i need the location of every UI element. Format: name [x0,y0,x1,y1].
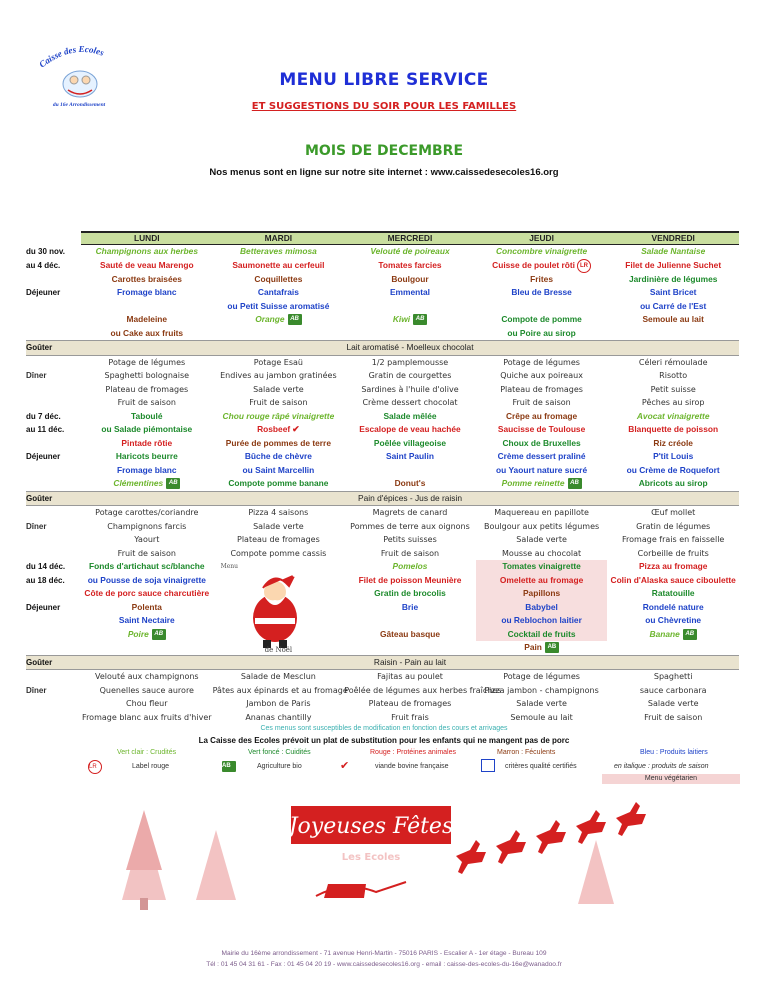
gouter-item: Lait aromatisé - Moelleux chocolat [81,341,739,356]
menu-item: Bleu de Bresse [511,287,572,297]
menu-item: Fruit de saison [117,548,176,558]
table-row [26,355,739,369]
date-end: au 11 déc. [26,425,65,434]
menu-item: ou Salade piémontaise [101,424,193,434]
menu-item: Boulgour [391,273,429,284]
organic-icon: AB [152,629,166,640]
organic-icon: AB [683,629,697,640]
logo-text: Caisse des Ecoles [37,43,106,70]
menu-item: Yaourt [134,535,160,544]
menu-item: Plateau de fromages [237,535,320,544]
table-row [26,423,739,437]
menu-item: Fajitas au poulet [377,672,443,681]
table-row [26,547,739,561]
meal-label: Déjeuner [26,602,61,612]
menu-item: Saucisse de Toulouse [497,424,586,434]
menu-item: Petits suisses [383,535,437,544]
menu-item: Gratin de légumes [636,521,711,531]
menu-item: Tomates vinaigrette [476,560,608,574]
menu-item: Polenta [131,601,162,612]
table-row [26,410,739,424]
menu-item: Fonds d'artichaut sc/blanche [89,561,205,571]
menu-item: Kiwi AB [344,313,476,327]
menu-item: Filet de Julienne Suchet [625,259,722,270]
menu-item: Betteraves mimosa [239,246,317,256]
menu-item: Cantafrais [257,287,299,297]
menu-item: Bûche de chèvre [244,451,312,461]
menu-item: Semoule au lait [642,314,704,324]
logo-sub: du 16e Arrondissement [52,102,106,108]
menu-item: Salade Nantaise [641,246,706,256]
menu-item: Salade verte [516,535,567,544]
menu-item: Ananas chantilly [245,712,312,722]
label-rouge-icon: LR [88,760,102,774]
menu-item: Riz créole [653,437,693,448]
menu-item: Pintade rôtie [121,437,173,448]
menu-item: Spaghetti bolognaise [104,371,190,380]
menu-item: Crêpe au fromage [505,410,578,421]
table-row [26,697,739,711]
holiday-banner [116,800,680,914]
table-row [26,313,739,327]
table-row [26,327,739,341]
menu-item: Fruit de saison [380,548,440,558]
menu-item: Mousse au chocolat [502,548,582,558]
menu-item: Madeleine [126,314,168,324]
meal-label: Goûter [26,655,81,670]
legend-brown: Marron : Féculents [497,749,556,756]
menu-item: Salade mêlée [383,410,437,421]
legend-label-rouge: Label rouge [132,763,169,770]
menu-item: Quenelles sauce aurore [99,685,194,695]
table-row [26,245,739,259]
menu-item: Chou rouge râpé vinaigrette [222,410,335,421]
menu-item: Avocat vinaigrette [636,410,710,421]
month-title: MOIS DE DECEMBRE [304,143,464,159]
day-thursday: JEUDI [476,232,608,245]
table-row [26,614,739,628]
footer-address: Mairie du 16ème arrondissement - 71 avenue Henri-Martin - 75016 PARIS - Escalier A - 1er étage - Bureau 109 [221,950,547,957]
gouter-item: Raisin - Pain au lait [81,655,739,670]
menu-item: ou Saint Marcellin [242,464,315,475]
menu-item: Pain AB [476,641,608,655]
menu-item: Frites [530,273,553,284]
table-row [26,286,739,300]
menu-item: Salade verte [253,521,304,531]
menu-item: Fruit de saison [512,398,571,407]
menu-item: Sardines à l'huile d'olive [361,384,459,394]
organic-icon: AB [288,314,302,325]
menu-item: Potage de légumes [503,672,580,681]
table-row [26,684,739,698]
menu-item: Chou fleur [126,699,168,708]
meal-label: Dîner [26,521,47,531]
legend-blue: Bleu : Produits laitiers [640,749,708,756]
menu-item: Côte de porc sauce charcutière [84,588,210,598]
day-tuesday: MARDI [213,232,345,245]
table-row [26,533,739,547]
day-wednesday: MERCREDI [344,232,476,245]
menu-item: Fromage blanc [117,464,177,475]
menu-item: ou Reblochon laitier [476,614,608,628]
menu-item: Velouté aux champignons [95,672,199,681]
menu-item: Ratatouille [651,588,695,598]
menu-item: Potage Esaü [253,357,303,367]
christmas-santa [213,560,345,655]
menu-item: Coquillettes [254,273,303,284]
french-beef-icon: ✔ [292,424,300,434]
table-row [26,601,739,615]
menu-item: Fruit de saison [644,712,703,722]
meal-label: Goûter [26,341,81,356]
menu-item: Boulgour aux petits légumes [483,521,600,531]
menu-item: Poêlée villageoise [373,437,447,448]
menu-item: Haricots beurre [115,451,178,461]
menu-item: ou Cake aux fruits [110,327,184,338]
menu-item: Crème dessert chocolat [362,398,458,407]
website-note: Nos menus sont en ligne sur notre site internet : www.caissedesecoles16.org [209,167,559,178]
legend-qualite: critères qualité certifiés [505,763,577,770]
christmas-menu-label: Menu [220,563,239,571]
menu-item: Compote pomme banane [228,478,329,488]
menu-item: Maquereau en papillote [494,508,589,517]
table-row [26,477,739,491]
menu-item: Gâteau basque [379,628,440,639]
day-monday: LUNDI [81,232,213,245]
christmas-noel-label: de Noël [264,646,293,655]
organic-icon: AB [166,478,180,489]
legend-vegetarien: Menu végétarien [602,774,740,784]
menu-item: Fromage frais en faisselle [622,535,725,544]
menu-item: ou Petit Suisse aromatisé [227,300,330,311]
menu-item: Gratin de brocolis [374,588,446,598]
menu-item: Rosbeef ✔ [213,423,345,437]
menu-item: Potage de légumes [108,357,186,367]
banner-subtitle: Les Ecoles [341,852,401,863]
table-row [26,273,739,287]
date-start: du 14 déc. [26,562,66,571]
organic-icon: AB [413,314,427,325]
menu-item: ou Poire au sirop [507,327,576,338]
menu-item: Plateau de fromages [368,699,452,708]
menu-item: Choux de Bruxelles [502,437,581,448]
menu-item: Filet de poisson Meunière [358,574,462,585]
menu-item: Pizza jambon - champignons [484,685,599,695]
menu-item: Brie [401,601,419,612]
menu-item: Saint Paulin [386,451,434,461]
date-start: du 7 déc. [26,411,61,421]
table-row [26,560,739,574]
menu-item: sauce carbonara [639,685,707,695]
gouter-row [26,491,739,506]
menu-item: Salade verte [253,384,304,394]
substitution-note: La Caisse des Ecoles prévoit un plat de substitution pour les enfants qui ne mangent pas de porc [198,736,570,745]
table-row [26,506,739,520]
menu-item: Jardinière de légumes [628,273,718,284]
menu-item: ou Carré de l'Est [640,300,707,311]
menu-item: Blanquette de poisson [628,424,719,434]
menu-item: Salade de Mesclun [240,672,316,681]
menu-table [26,231,739,724]
menu-item: Pomme reinette AB [476,477,608,491]
table-row [26,450,739,464]
table-row [26,587,739,601]
menu-item: Risotto [659,371,688,380]
meal-label: Dîner [26,371,47,380]
table-row [26,300,739,314]
menu-item: Fruit frais [391,712,429,722]
menu-item: Fromage blanc [117,287,177,297]
legend-light-green: Vert clair : Crudités [117,749,177,756]
menu-item: Tomates farcies [378,259,442,270]
menu-item: Salade verte [516,699,567,708]
menu-item: Omelette au fromage [476,574,608,588]
table-row [26,670,739,684]
menu-item: Quiche aux poireaux [500,371,583,380]
date-end: au 4 déc. [26,260,61,270]
menu-item: Pêches au sirop [641,398,705,407]
menu-item: Compote de pomme [501,314,582,324]
menu-item: Pizza au fromage [638,561,708,571]
menu-item: Endives au jambon gratinées [220,371,337,380]
day-friday: VENDREDI [607,232,739,245]
menu-item: Semoule au lait [510,712,573,722]
menu-item: Velouté de poireaux [370,246,450,256]
menu-item: Fruit de saison [249,398,308,407]
banner-title: Joyeuses Fêtes [288,814,454,839]
menu-item: Champignons aux herbes [95,246,198,256]
menu-item: Corbeille de fruits [637,548,709,558]
legend-viande: viande bovine française [375,763,449,770]
menu-item: Orange AB [213,313,345,327]
date-start: du 30 nov. [26,247,65,256]
organic-icon: AB [568,478,582,489]
svg-text:Caisse des Ecoles [37,44,106,70]
legend-red: Rouge : Protéines animales [370,749,456,756]
menu-item: Poêlée de légumes aux herbes fraîches [344,685,502,695]
menu-item: Jambon de Paris [246,699,311,708]
table-row [26,520,739,534]
menu-item: Banane AB [607,628,739,642]
table-row [26,641,739,655]
menu-item: Fruit de saison [117,398,176,407]
menu-item: Pâtes aux épinards et au fromage [212,685,348,695]
menu-item: Petit suisse [650,384,696,394]
menu-item: Pomelos [392,561,428,571]
meal-label: Déjeuner [26,288,61,297]
menu-item: Saint Nectaire [118,615,175,625]
page-subtitle: ET SUGGESTIONS DU SOIR POUR LES FAMILLES [251,101,517,112]
gouter-row [26,655,739,670]
menu-item: Cuisse de poulet rôti LR [476,259,608,273]
organic-icon: AB [222,761,236,772]
menu-item: Babybel [476,601,608,615]
menu-item: Compote pomme cassis [230,548,327,558]
table-row [26,383,739,397]
menu-item: Pommes de terre aux oignons [350,521,470,531]
gouter-row [26,341,739,356]
page-title: MENU LIBRE SERVICE [279,70,489,90]
menu-item: Donut's [394,478,426,488]
menu-item: Colin d'Alaska sauce ciboulette [610,574,736,585]
legend-bio: Agriculture bio [257,763,302,770]
table-row [26,464,739,478]
menu-item: Potage de légumes [503,357,580,367]
menu-item: 1/2 pamplemousse [371,357,449,367]
date-end: au 18 déc. [26,575,65,585]
menu-item: Escalope de veau hachée [359,424,461,434]
gouter-item: Pain d'épices - Jus de raisin [81,491,739,506]
meal-label: Déjeuner [26,452,61,461]
menu-item: Taboulé [131,410,163,421]
menu-item: Œuf mollet [651,508,696,517]
menu-item: ou Yaourt nature sucré [496,464,588,475]
label-rouge-icon: LR [577,259,591,273]
menu-item: Papillons [476,587,608,601]
menu-item: Gratin de courgettes [368,371,452,380]
menu-item: Emmental [389,287,430,297]
legend-saison: en italique : produits de saison [614,763,709,770]
table-row [26,628,739,642]
menu-item: Abricots au sirop [638,478,708,488]
menu-item: Salade verte [647,699,699,708]
legend-dark-green: Vert foncé : Cuidités [248,749,311,756]
table-row [26,396,739,410]
menu-item: P'tit Louis [653,451,694,461]
menu-item: Champignons farcis [107,521,187,531]
menu-item: Plateau de fromages [500,384,583,394]
modification-note: Ces menus sont susceptibles de modification en fonction des cours et arrivages [260,725,508,732]
menu-item: Pizza 4 saisons [248,508,309,517]
menu-item: Potage carottes/coriandre [95,508,199,517]
menu-item: Fromage blanc aux fruits d'hiver [82,712,212,722]
french-beef-icon: ✔ [340,760,350,772]
menu-item: Plateau de fromages [105,384,189,394]
menu-item: ou Crème de Roquefort [626,464,720,475]
meal-label: Dîner [26,685,47,695]
menu-item: Poire AB [81,628,213,642]
menu-item: Cocktail de fruits [476,628,608,642]
table-row [26,259,739,273]
menu-item: Clémentines AB [81,477,213,491]
menu-item: ou Chèvretine [645,615,702,625]
menu-item: Saint Bricet [649,287,697,297]
menu-item: ou Pousse de soja vinaigrette [87,574,206,585]
table-row [26,711,739,725]
menu-item: Sauté de veau Marengo [100,259,194,270]
meal-label: Goûter [26,491,81,506]
menu-item: Spaghetti [653,672,693,681]
menu-item: Céleri rémoulade [638,357,708,367]
menu-item: Concombre vinaigrette [495,246,588,256]
organic-icon: AB [545,642,559,653]
menu-item: Rondelé nature [642,601,704,612]
quality-icon [481,759,495,772]
menu-item: Magrets de canard [372,508,448,517]
table-row [26,437,739,451]
table-row [26,574,739,588]
menu-item: Saumonette au cerfeuil [232,259,325,270]
footer-contact: Tél : 01 45 04 31 61 - Fax : 01 45 04 20 19 - www.caissedesecoles16.org - email : caisse-des-ecoles-du-16e@wanadoo.fr [206,961,562,968]
menu-item: Crème dessert praliné [497,451,586,461]
menu-item: Purée de pommes de terre [225,437,331,448]
table-row [26,369,739,383]
menu-item: Carottes braisées [111,273,182,284]
